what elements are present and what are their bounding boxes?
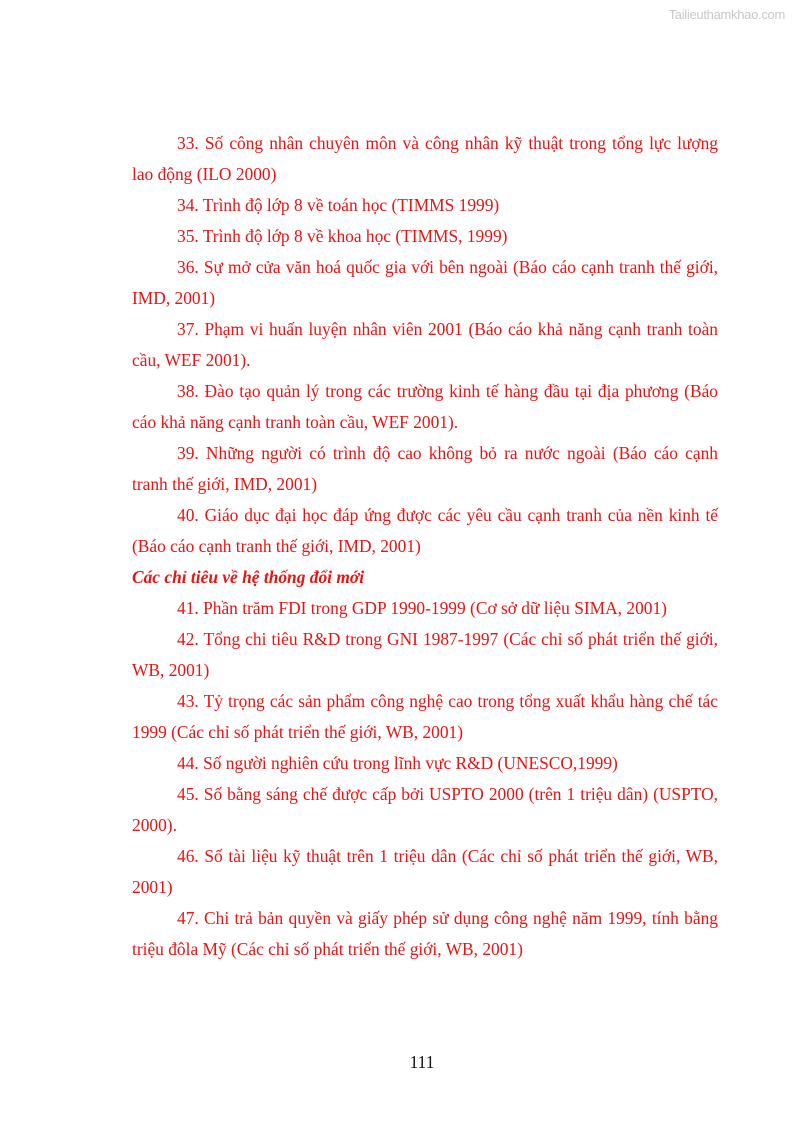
list-item-39: 39. Những người có trình độ cao không bỏ ra nước ngoài (Báo cáo cạnh tranh thế giới, IMD, 2001) xyxy=(132,443,718,494)
page-number: 111 xyxy=(409,1052,435,1072)
list-item-45: 45. Số bằng sáng chế được cấp bởi USPTO 2000 (trên 1 triệu dân) (USPTO, 2000). xyxy=(132,784,718,835)
list-item-36: 36. Sự mở cửa văn hoá quốc gia với bên ngoài (Báo cáo cạnh tranh thế giới, IMD, 2001) xyxy=(132,257,718,308)
list-item-47: 47. Chi trả bản quyền và giấy phép sử dụng công nghệ năm 1999, tính bằng triệu đôla Mỹ (Các chỉ số phát triển thế giới, WB, 2001) xyxy=(132,908,718,959)
list-item-34: 34. Trình độ lớp 8 về toán học (TIMMS 1999) xyxy=(177,195,500,215)
list-item-42: 42. Tổng chi tiêu R&D trong GNI 1987-1997 (Các chỉ số phát triển thế giới, WB, 2001) xyxy=(132,629,718,680)
list-item-40: 40. Giáo dục đại học đáp ứng được các yêu cầu cạnh tranh của nền kinh tế (Báo cáo cạnh tranh thế giới, IMD, 2001) xyxy=(132,505,718,556)
list-item-41: 41. Phần trăm FDI trong GDP 1990-1999 (Cơ sở dữ liệu SIMA, 2001) xyxy=(177,598,667,618)
section-heading: Các chỉ tiêu về hệ thống đổi mới xyxy=(132,567,365,587)
list-item-44: 44. Số người nghiên cứu trong lĩnh vực R&D (UNESCO,1999) xyxy=(177,753,618,773)
list-item-35: 35. Trình độ lớp 8 về khoa học (TIMMS, 1999) xyxy=(177,226,508,246)
list-item-33: 33. Số công nhân chuyên môn và công nhân kỹ thuật trong tổng lực lượng lao động (ILO 2000) xyxy=(132,133,718,184)
list-item-38: 38. Đào tạo quản lý trong các trường kinh tế hàng đầu tại địa phương (Báo cáo khả năng cạnh tranh toàn cầu, WEF 2001). xyxy=(132,381,718,432)
watermark: Tailieuthamkhao.com xyxy=(668,7,785,22)
document-body xyxy=(132,128,718,965)
list-item-37: 37. Phạm vi huấn luyện nhân viên 2001 (Báo cáo khả năng cạnh tranh toàn cầu, WEF 2001). xyxy=(132,319,718,370)
list-item-46: 46. Số tài liệu kỹ thuật trên 1 triệu dân (Các chỉ số phát triển thế giới, WB, 2001) xyxy=(132,846,718,897)
list-item-43: 43. Tỷ trọng các sản phẩm công nghệ cao trong tổng xuất khẩu hàng chế tác 1999 (Các chỉ số phát triển thế giới, WB, 2001) xyxy=(132,691,718,742)
